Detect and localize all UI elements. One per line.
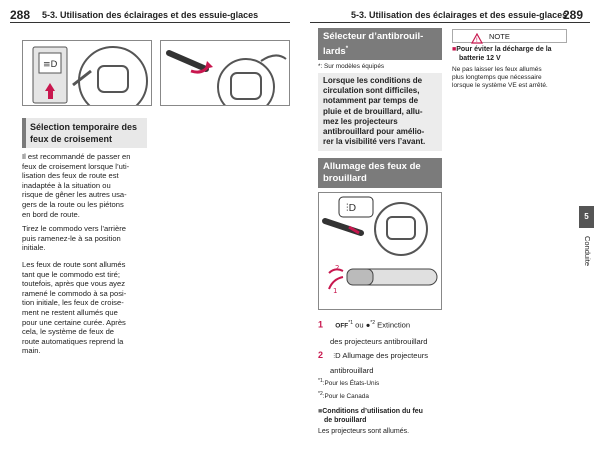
text-line: tion initiale, les feux de croise- bbox=[22, 298, 124, 308]
text-line: notamment par temps de bbox=[323, 96, 419, 106]
heading-line-2: de brouillard bbox=[324, 416, 367, 424]
note-title-text: Pour éviter la décharge de la bbox=[456, 46, 552, 53]
fog-light-conditions-heading bbox=[318, 408, 423, 425]
fog-light-conditions-text: Les projecteurs sont allumés. bbox=[318, 428, 410, 435]
left-page-number: 288 bbox=[10, 8, 31, 22]
text-line: cela, le système de feux de bbox=[22, 327, 115, 337]
off-symbol: OFF bbox=[335, 322, 349, 330]
text-line: initiale. bbox=[22, 243, 46, 253]
equipped-models-footnote: *: Sur modèles équipés bbox=[318, 63, 385, 70]
low-beam-paragraph-2 bbox=[22, 224, 152, 253]
text-line: circulation sont difficiles, bbox=[323, 86, 420, 96]
fog-switch-drawing bbox=[319, 193, 442, 310]
heading-line-2: brouillard bbox=[323, 173, 367, 184]
text-line: inadaptée à la situation ou bbox=[22, 180, 111, 190]
footnote-marker: * bbox=[345, 46, 349, 52]
fog-light-icon: ⫶D bbox=[333, 351, 341, 360]
heading-text: Conditions d’utilisation du feu bbox=[322, 408, 423, 415]
headlight-switch-illustration bbox=[22, 40, 152, 106]
heading-line-1: Allumage des feux de bbox=[323, 161, 421, 172]
footnote-text: :Pour le Canada bbox=[322, 393, 369, 401]
item-text-continued: des projecteurs antibrouillard bbox=[330, 336, 428, 346]
fog-light-intro-box bbox=[318, 73, 442, 151]
text-line: pluie et de brouillard, allu- bbox=[323, 106, 423, 116]
footnote-text: :Pour les États-Unis bbox=[322, 380, 380, 388]
svg-text:!: ! bbox=[475, 37, 479, 44]
text-line: gers de la route ou les piétons bbox=[22, 199, 124, 209]
text-line: tant que le commodo est tiré; bbox=[22, 269, 120, 279]
diagram-label-1: 1 bbox=[333, 287, 338, 295]
item-number: 2 bbox=[318, 350, 324, 360]
item-text: Allumage des projecteurs bbox=[342, 351, 429, 360]
chapter-tab-number[interactable]: 5 bbox=[579, 206, 594, 228]
left-running-header: 5-3. Utilisation des éclairages et des essuie-glaces bbox=[42, 10, 259, 20]
item-1-line bbox=[318, 318, 458, 332]
text-line: feux de croisement lorsque l’uti- bbox=[22, 161, 130, 171]
text-line: rer la visibilité vers l’avant. bbox=[323, 137, 426, 147]
footnote-marker: *1 bbox=[318, 378, 323, 384]
off-circle-icon: ● bbox=[365, 320, 371, 330]
note-title-line-2: batterie 12 V bbox=[459, 54, 501, 62]
square-bullet-icon: ■ bbox=[318, 408, 323, 415]
item-number: 1 bbox=[318, 319, 324, 330]
text-line: Ne pas laisser les feux allumés bbox=[452, 66, 542, 73]
fog-light-switch-illustration bbox=[318, 192, 442, 310]
chapter-tab-label-wrap bbox=[580, 236, 594, 296]
heading-line-2: feux de croisement bbox=[30, 134, 113, 144]
note-box-header bbox=[452, 29, 567, 43]
right-running-header: 5-3. Utilisation des éclairages et des essuie-glaces bbox=[351, 10, 568, 20]
low-beam-paragraph-3 bbox=[22, 260, 152, 356]
text-line: Tirez le commodo vers l’arrière bbox=[22, 224, 126, 233]
note-body bbox=[452, 66, 577, 89]
heading-line-1 bbox=[318, 408, 423, 417]
text-line: toutefois, après que vous ayez bbox=[22, 279, 126, 289]
square-bullet-icon: ■ bbox=[452, 46, 457, 53]
lever-drawing bbox=[161, 41, 290, 106]
right-header-rule bbox=[310, 22, 590, 23]
footnote-usa bbox=[318, 377, 379, 388]
text-line: lorsque le système VE est arrêté. bbox=[452, 81, 548, 89]
footnote-marker: *2 bbox=[318, 391, 323, 397]
text-line: Lorsque les conditions de bbox=[323, 76, 423, 85]
text-line: ramené le commodo à sa posi- bbox=[22, 288, 127, 298]
heading-line-1: Sélection temporaire des bbox=[30, 122, 138, 132]
text-line: Il est recommandé de passer en bbox=[22, 152, 131, 161]
item-2-line bbox=[318, 350, 458, 361]
left-header-rule bbox=[10, 22, 290, 23]
note-label: NOTE bbox=[489, 32, 510, 41]
footnote-marker: *1 bbox=[348, 320, 353, 326]
text-line: plus longtemps que nécessaire bbox=[452, 73, 542, 81]
list-item-1 bbox=[318, 318, 458, 347]
steering-wheel-drawing bbox=[23, 41, 152, 106]
text-line: risque de gêner les autres usa- bbox=[22, 190, 127, 200]
fog-light-on-heading bbox=[318, 158, 442, 188]
heading-text: lards bbox=[323, 46, 346, 58]
heading-line-1: Sélecteur d’antibrouil- bbox=[323, 31, 424, 42]
fog-light-switch-heading bbox=[318, 28, 442, 60]
right-page-number: 289 bbox=[563, 8, 584, 22]
text-line: mez les projecteurs bbox=[323, 116, 398, 126]
low-beam-paragraph-1 bbox=[22, 152, 152, 219]
text-line: route automatiques reprend la bbox=[22, 336, 124, 346]
chapter-tab-label: Conduite bbox=[583, 236, 592, 267]
text-line: Les feux de route sont allumés bbox=[22, 260, 126, 269]
note-title-line-1 bbox=[452, 46, 572, 55]
text-line: lisation des feux de route est bbox=[22, 171, 119, 181]
svg-text:⫶D: ⫶D bbox=[346, 203, 357, 214]
text-line: ment ne restent allumés que bbox=[22, 307, 118, 317]
text-line: puis ramenez-le à sa position bbox=[22, 233, 121, 243]
note-title bbox=[452, 46, 572, 63]
lever-pull-illustration bbox=[160, 40, 290, 106]
list-item-2 bbox=[318, 350, 458, 376]
item-text: Extinction bbox=[377, 320, 411, 330]
temporary-low-beam-heading bbox=[22, 118, 147, 148]
heading-line-2 bbox=[323, 43, 437, 58]
diagram-label-2: 2 bbox=[335, 264, 340, 272]
text-line: en bord de route. bbox=[22, 209, 80, 219]
text-line: pour une certaine curée. Après bbox=[22, 317, 126, 327]
item-text-continued: antibrouillard bbox=[330, 366, 374, 375]
footnote-marker: *2 bbox=[370, 320, 376, 326]
text-line: antibrouillard pour amélio- bbox=[323, 127, 425, 137]
footnote-canada bbox=[318, 390, 369, 401]
text-line: main. bbox=[22, 346, 41, 356]
svg-text:≡D: ≡D bbox=[43, 60, 58, 70]
or-text: ou bbox=[355, 320, 364, 330]
